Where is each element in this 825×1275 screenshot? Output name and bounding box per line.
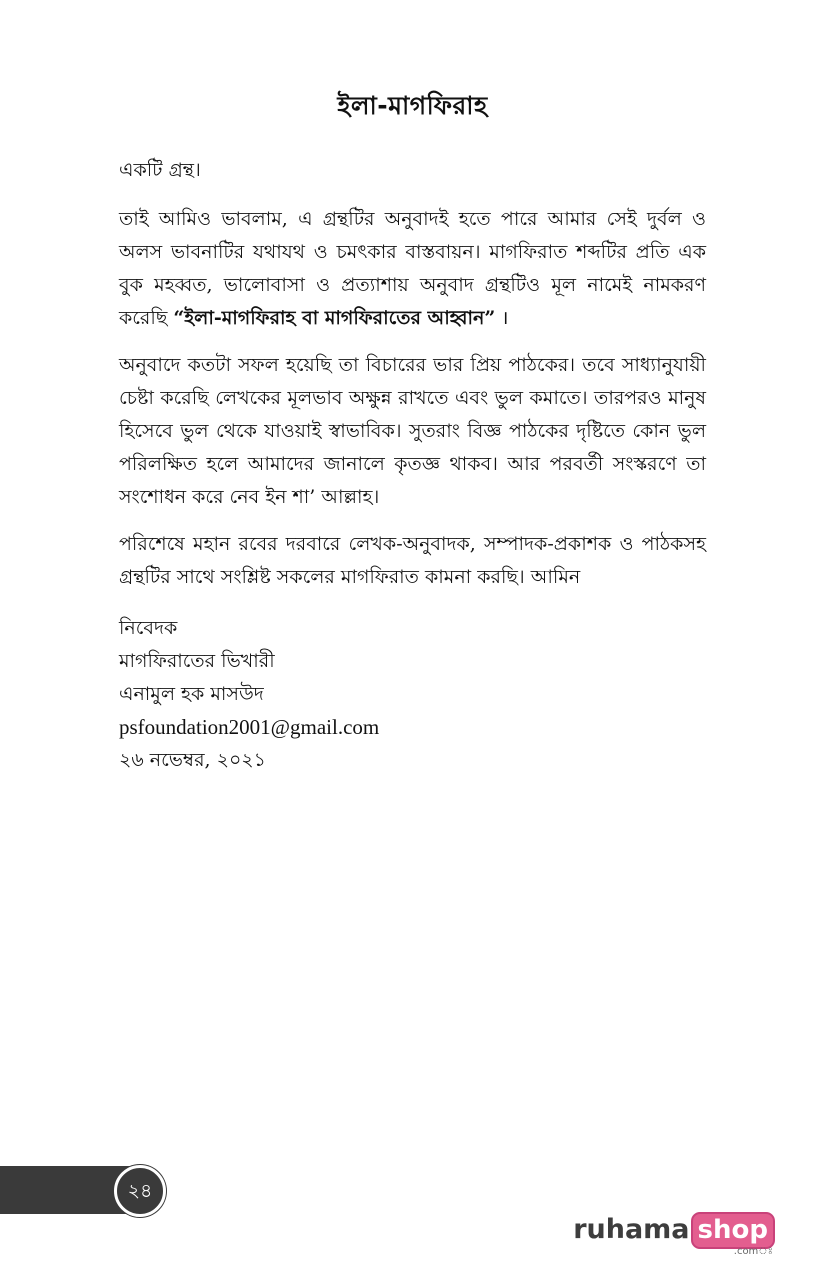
logo-shop-group bbox=[691, 1212, 775, 1257]
signature-date: ২৬ নভেম্বর, ২০২১ bbox=[119, 749, 266, 771]
book-title-quote: “ইলা-মাগফিরাহ বা মাগফিরাতের আহ্বান” bbox=[173, 307, 496, 329]
paragraph-text-end: । bbox=[495, 307, 509, 329]
signature-block bbox=[119, 612, 379, 777]
signature-email: psfoundation2001@gmail.com bbox=[119, 715, 380, 739]
signature-author-name: এনামুল হক মাসউদ bbox=[119, 683, 264, 705]
logo-shop-badge: shop bbox=[691, 1212, 775, 1249]
logo-word: ruhama bbox=[573, 1214, 690, 1245]
paragraph-closing-prayer: পরিশেষে মহান রবের দরবারে লেখক-অনুবাদক, সম্পাদক-প্রকাশক ও পাঠকসহ গ্রন্থটির সাথে সংশ্লিষ্ট সকলের মাগফিরাত কামনা করছি। আমিন bbox=[119, 533, 706, 588]
signature-label: নিবেদক bbox=[119, 617, 178, 639]
logo-domain-suffix: .comঃ bbox=[733, 1246, 773, 1257]
document-body bbox=[119, 154, 706, 608]
paragraph-text: তাই আমিও ভাবলাম, এ গ্রন্থটির অনুবাদই হতে পারে আমার সেই দুর্বল ও অলস ভাবনাটির যথাযথ ও চমৎকার বাস্তবায়ন। মাগফিরাত শব্দটির প্রতি এক বুক মহব্বত, ভালোবাসা ও প্রত্যাশায় অনুবাদ গ্রন্থটিও মূল নামেই নামকরণ করেছি bbox=[119, 208, 706, 329]
page-number-badge: ২৪ bbox=[114, 1165, 166, 1217]
paragraph-translation-quality: অনুবাদে কতটা সফল হয়েছি তা বিচারের ভার প্রিয় পাঠকের। তবে সাধ্যানুযায়ী চেষ্টা করেছি লেখকের মূলভাব অক্ষুন্ন রাখতে এবং ভুল কমাতে। তারপরও মানুষ হিসেবে ভুল থেকে যাওয়াই স্বাভাবিক। সুতরাং বিজ্ঞ পাঠকের দৃষ্টিতে কোন ভুল পরিলক্ষিত হলে আমাদের জানালে কৃতজ্ঞ থাকব। আর পরবর্তী সংস্করণে তা সংশোধন করে নেব ইন শা’ আল্লাহ। bbox=[119, 354, 706, 508]
paragraph-intro: একটি গ্রন্থ। bbox=[119, 159, 201, 181]
ruhamashop-logo bbox=[573, 1212, 775, 1256]
paragraph-translation-naming bbox=[119, 203, 706, 335]
signature-epithet: মাগফিরাতের ভিখারী bbox=[119, 650, 275, 672]
page-title: ইলা-মাগফিরাহ bbox=[337, 91, 488, 120]
